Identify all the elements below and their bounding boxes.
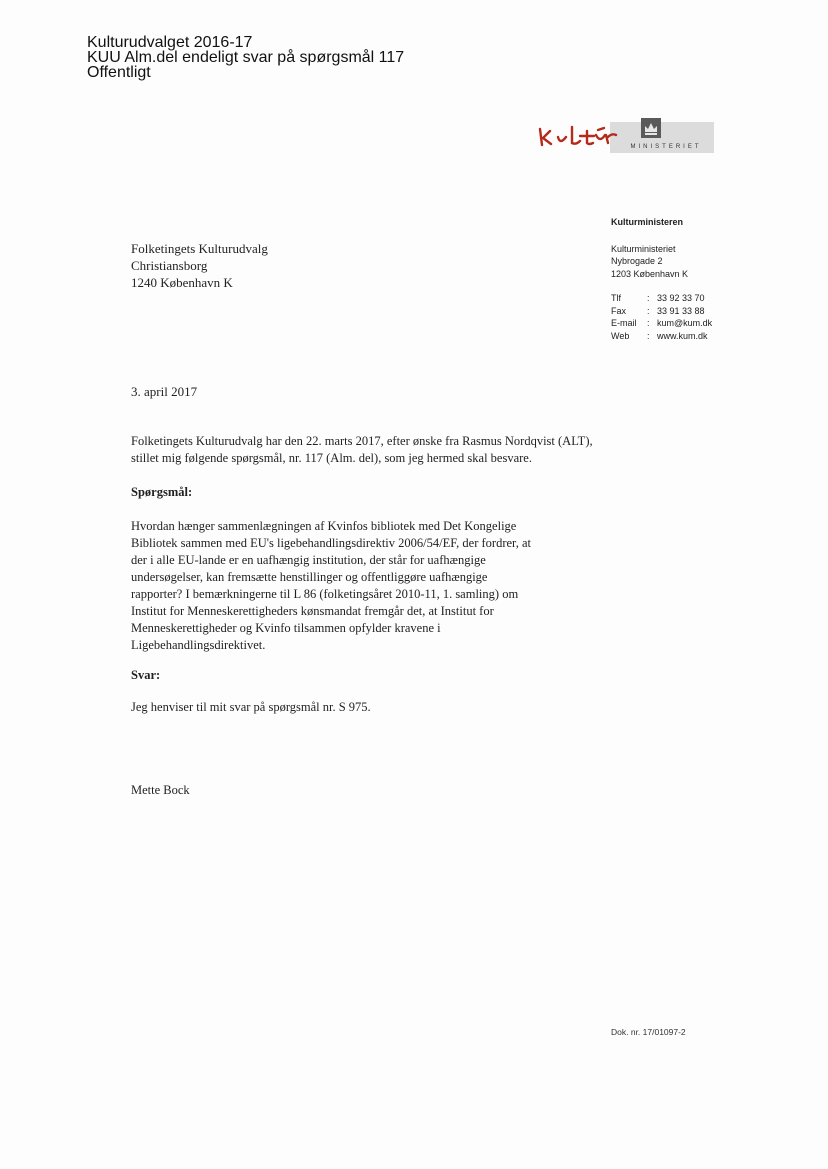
contact-phone: Tlf : 33 92 33 70 bbox=[611, 293, 705, 303]
question-heading: Spørgsmål: bbox=[131, 485, 193, 499]
contact-label: Fax bbox=[611, 305, 627, 316]
letter-date: 3. april 2017 bbox=[131, 384, 198, 399]
contact-label: Tlf bbox=[611, 293, 621, 303]
recipient-address bbox=[131, 240, 268, 291]
contact-fax: Fax : 33 91 33 88 bbox=[611, 305, 705, 316]
question-line: Hvordan hænger sammenlægningen af Kvinfos bibliotek med Det Kongelige bbox=[131, 519, 517, 533]
recipient-line: 1240 København K bbox=[131, 275, 233, 290]
contact-label: Web bbox=[611, 330, 630, 341]
contact-value: 33 91 33 88 bbox=[657, 305, 705, 316]
contact-value: 33 92 33 70 bbox=[657, 293, 705, 303]
answer-heading: Svar: bbox=[131, 668, 161, 682]
contact-email: E-mail : kum@kum.dk bbox=[611, 318, 713, 328]
stamp-status: Offentligt bbox=[87, 64, 151, 81]
question-line: Bibliotek sammen med EU's ligebehandlingsdirektiv 2006/54/EF, der fordrer, at bbox=[131, 536, 531, 550]
contact-value: kum@kum.dk bbox=[657, 318, 713, 328]
sender-address-line: Nybrogade 2 bbox=[611, 256, 663, 266]
stamp-committee: Kulturudvalget 2016-17 bbox=[87, 34, 253, 51]
contact-list bbox=[611, 292, 712, 342]
kulturministeriet-logo bbox=[536, 117, 714, 157]
sender-title: Kulturministeren bbox=[611, 217, 684, 227]
recipient-line: Folketingets Kulturudvalg bbox=[131, 241, 268, 256]
question-line: Institut for Menneskerettigheders kønsmandat fremgår det, at Institut for bbox=[131, 604, 494, 618]
intro-paragraph: Folketingets Kulturudvalg har den 22. marts 2017, efter ønske fra Rasmus Nordqvist (ALT), stillet mig følgende spørgsmål, nr. 117 (Alm. del), som jeg hermed skal besvare. bbox=[131, 434, 593, 465]
sender-address bbox=[611, 243, 712, 281]
sender-address-line: Kulturministeriet bbox=[611, 243, 676, 254]
document-stamp bbox=[87, 35, 404, 80]
sender-address-line: 1203 København K bbox=[611, 268, 689, 279]
logo-ministeriet-text: MINISTERIET bbox=[630, 144, 702, 150]
contact-value: www.kum.dk bbox=[657, 330, 708, 341]
question-line: Ligebehandlingsdirektivet. bbox=[131, 638, 266, 652]
contact-web: Web : www.kum.dk bbox=[611, 330, 708, 341]
sender-block bbox=[611, 216, 712, 342]
signature: Mette Bock bbox=[131, 783, 190, 797]
document-number: Dok. nr. 17/01097-2 bbox=[611, 1027, 686, 1037]
crown-icon bbox=[640, 117, 662, 139]
question-line: der i alle EU-lande er en uafhængig institution, der står for uafhængige bbox=[131, 553, 486, 567]
question-line: rapporter? I bemærkningerne til L 86 (folketingsåret 2010-11, 1. samling) om bbox=[131, 587, 519, 601]
question-line: Menneskerettigheder og Kvinfo tilsammen opfylder kravene i bbox=[131, 621, 441, 635]
stamp-reference: KUU Alm.del endeligt svar på spørgsmål 117 bbox=[87, 49, 405, 66]
contact-label: E-mail bbox=[611, 318, 637, 328]
recipient-line: Christiansborg bbox=[131, 258, 208, 273]
question-line: undersøgelser, kan fremsætte henstillinger og offentliggøre uafhængige bbox=[131, 570, 488, 584]
answer-paragraph: Jeg henviser til mit svar på spørgsmål nr. S 975. bbox=[131, 700, 371, 714]
question-paragraph bbox=[131, 518, 651, 654]
